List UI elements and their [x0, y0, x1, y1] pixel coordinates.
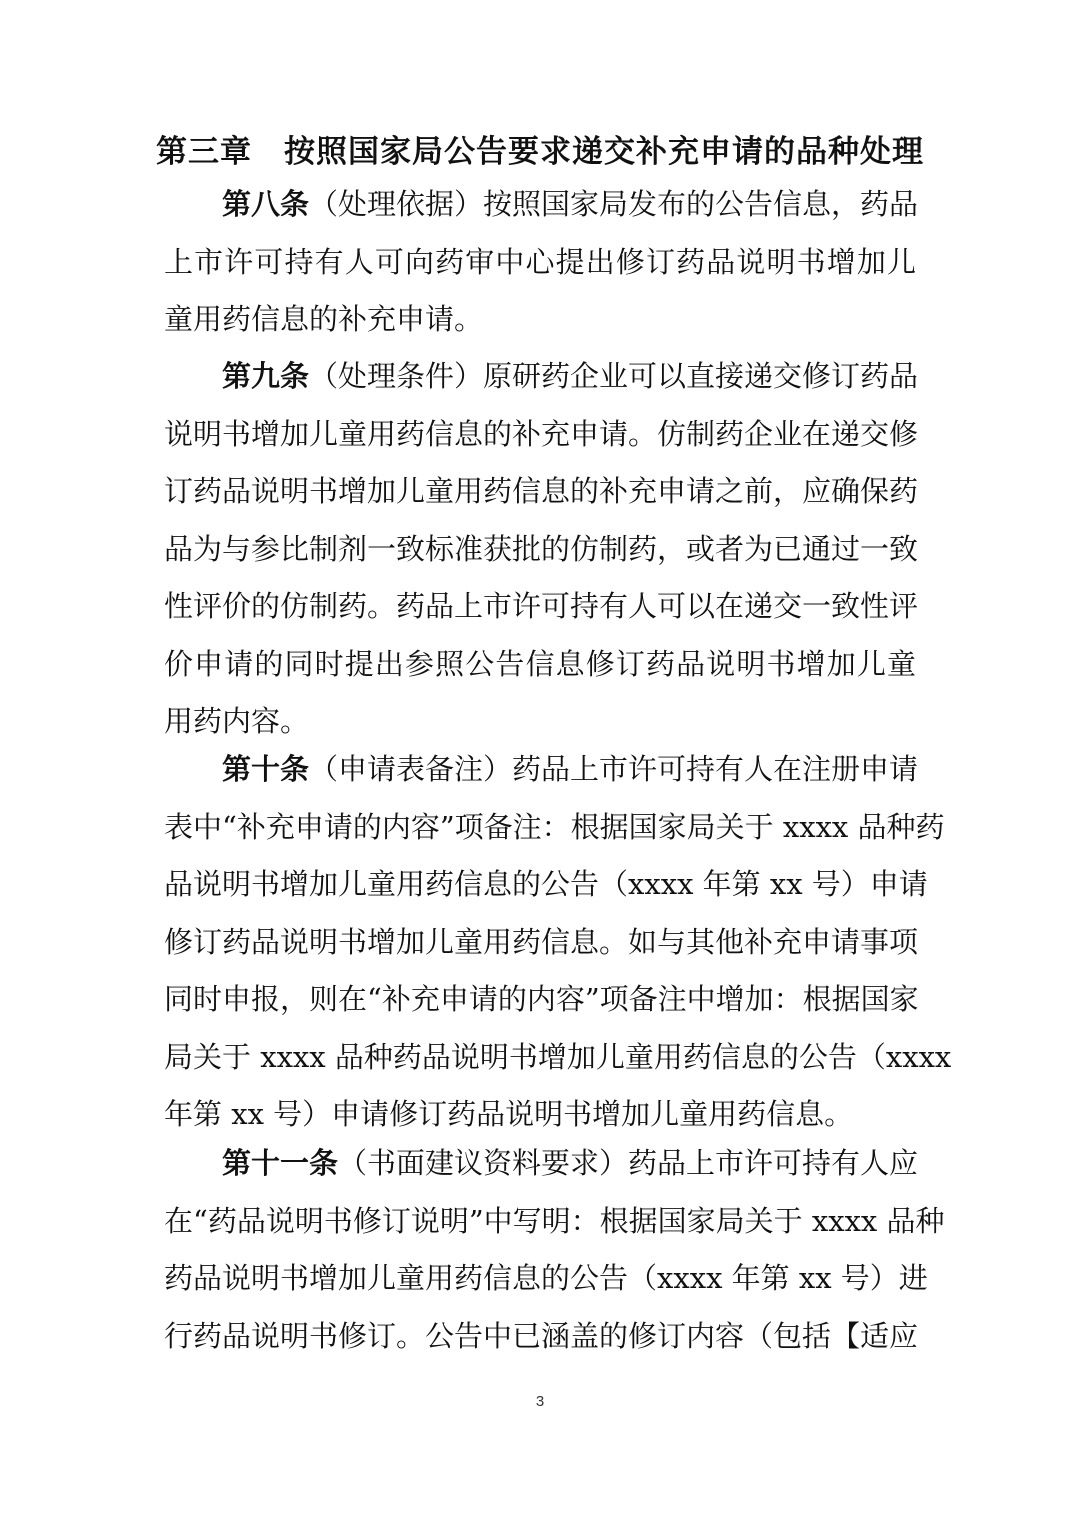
article-line: 上市许可持有人可向药审中心提出修订药品说明书增加儿: [164, 244, 916, 279]
page-number: 3: [535, 1393, 545, 1410]
article-number: 第十条: [222, 752, 310, 786]
article-line: 童用药信息的补充申请。: [164, 302, 484, 336]
article-text: （处理依据）按照国家局发布的公告信息，药品: [309, 187, 919, 221]
article-text: （书面建议资料要求）药品上市许可持有人应: [338, 1146, 919, 1180]
article-line: [164, 1135, 919, 1193]
article-8: [164, 176, 919, 349]
article-9: [164, 348, 919, 751]
article-line: 品为与参比制剂一致标准获批的仿制药，或者为已通过一致: [164, 531, 919, 566]
article-line: [164, 741, 919, 799]
article-line: [164, 348, 919, 406]
article-line: 用药内容。: [164, 704, 310, 738]
article-line: 说明书增加儿童用药信息的补充申请。仿制药企业在递交修: [164, 416, 919, 451]
article-number: 第九条: [222, 359, 310, 393]
article-line: 修订药品说明书增加儿童用药信息。如与其他补充申请事项: [164, 924, 919, 959]
article-line: 同时申报，则在“补充申请的内容”项备注中增加：根据国家: [164, 982, 919, 1016]
article-line: 价申请的同时提出参照公告信息修订药品说明书增加儿童: [164, 646, 916, 681]
article-11: [164, 1135, 945, 1365]
article-10: [164, 741, 952, 1144]
article-line: 订药品说明书增加儿童用药信息的补充申请之前，应确保药: [164, 474, 919, 508]
article-line: 年第 xx 号）申请修订药品说明书增加儿童用药信息。: [164, 1097, 854, 1131]
article-line: 品说明书增加儿童用药信息的公告（xxxx 年第 xx 号）申请: [164, 867, 928, 901]
article-line: [164, 176, 919, 234]
article-text: （申请表备注）药品上市许可持有人在注册申请: [309, 752, 919, 786]
article-line: 药品说明书增加儿童用药信息的公告（xxxx 年第 xx 号）进: [164, 1261, 928, 1295]
article-number: 第十一条: [222, 1146, 339, 1180]
article-line: 行药品说明书修订。公告中已涵盖的修订内容（包括【适应: [164, 1318, 919, 1353]
article-text: （处理条件）原研药企业可以直接递交修订药品: [309, 359, 919, 393]
article-number: 第八条: [222, 187, 310, 221]
chapter-title: 第三章 按照国家局公告要求递交补充申请的品种处理: [156, 134, 924, 170]
article-line: 局关于 xxxx 品种药品说明书增加儿童用药信息的公告（xxxx: [164, 1039, 952, 1074]
article-line: 在“药品说明书修订说明”中写明：根据国家局关于 xxxx 品种: [164, 1203, 945, 1238]
article-line: 性评价的仿制药。药品上市许可持有人可以在递交一致性评: [164, 589, 919, 623]
article-line: 表中“补充申请的内容”项备注：根据国家局关于 xxxx 品种药: [164, 809, 945, 844]
